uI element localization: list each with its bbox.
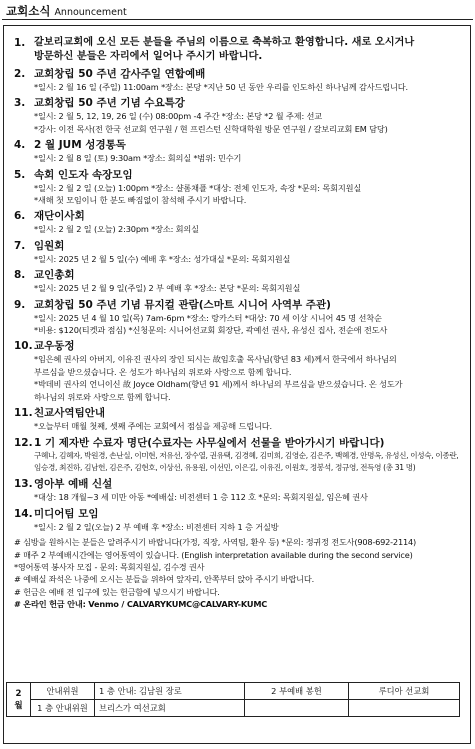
item-title: 교인총회 (34, 269, 75, 282)
announcement-item (14, 239, 460, 253)
table-cell: 루디아 선교회 (349, 683, 460, 700)
item-title: 교회창립 50 주년 감사주일 연합예배 (34, 68, 206, 80)
item-number: 4. (14, 139, 26, 152)
item-title: 영아부 예배 신설 (34, 478, 113, 491)
announcement-item (14, 138, 460, 152)
item-number: 10. (14, 340, 33, 353)
item-detail: *일시: 2 월 16 일 (주일) 11:00am *장소: 본당 *지난 50 년 동안 우리를 인도하신 하나님께 감사드립니다. (34, 82, 408, 92)
item-number: 9. (14, 298, 26, 311)
item-detail: *일시: 2025 년 4 월 10 일(목) 7am-6pm *장소: 랑카스터 *대상: 70 세 이상 시니어 45 명 선착순 (34, 312, 382, 323)
item-number: 1. (14, 37, 26, 49)
item-detail: *일시: 2025 년 2 월 9 일(주일) 2 부 예배 후 *장소: 본당 *문의: 목회지원실 (34, 283, 301, 294)
table-cell: 안내위원 (31, 683, 95, 700)
item-detail: *일시: 2 월 2 일 (오늘) 2:30pm *장소: 회의실 (34, 224, 199, 235)
announcement-item (14, 268, 460, 282)
table-cell: 2 부예배 봉헌 (245, 683, 349, 700)
item-title: 재단이사회 (34, 210, 85, 223)
item-number: 2. (14, 68, 26, 80)
online-offering-note: # 온라인 헌금 안내: Venmo / CALVARYKUMC@CALVARY-KUMC (14, 599, 268, 610)
item-detail: *일시: 2 월 2 일 (오늘) 1:00pm *장소: 샬롬채플 *대상: 전체 인도자, 속장 *문의: 목회지원실 (34, 182, 362, 193)
item-title: 교우동정 (34, 340, 75, 353)
announcements-list (14, 36, 460, 611)
note-line: # 심방을 원하시는 분들은 알려주시기 바랍니다(가정, 직장, 사역팀, 환우 등) *문의: 정귀정 전도사(908-692-2114) (14, 537, 416, 548)
table-cell: 1 층 안내: 김남원 장로 (95, 683, 245, 700)
item-number: 12. (14, 436, 33, 449)
item-detail: 하나님의 위로와 사랑으로 함께 합니다. (34, 391, 171, 402)
item-detail: 부르심을 받으셨습니다. 온 성도가 하나님의 위로와 사랑으로 함께 합니다. (34, 366, 292, 377)
item-title: 교회창립 50 주년 기념 뮤지컬 관람(스마트 시니어 사역부 주관) (34, 298, 331, 311)
announcement-item (14, 168, 460, 182)
item-detail: *일시: 2025 년 2 월 5 일(수) 예배 후 *장소: 성가대실 *문의: 목회지원실 (34, 253, 291, 264)
item-number: 3. (14, 97, 26, 110)
item-title: 1 기 제자반 수료자 명단(수료자는 사무실에서 선물을 받아가시기 바랍니다) (34, 436, 385, 449)
table-row (7, 683, 460, 700)
welcome-text-line: 갈보리교회에 오신 모든 분들을 주님의 이름으로 축복하고 환영합니다. 새로 오시거나 (34, 37, 415, 48)
note-line: # 매주 2 부예배시간에는 영어통역이 있습니다. (English interpretation available during the second service) (14, 549, 413, 560)
note-line: *영어통역 봉사자 모집 - 문의: 목회지원실, 김수경 권사 (14, 561, 205, 572)
announcement-item (14, 298, 460, 312)
item-detail: *일시: 2 월 2 일(오늘) 2 부 예배 후 *장소: 비전센터 지하 1 층 거실방 (34, 521, 279, 532)
duty-roster-table (6, 682, 460, 717)
announcement-item (14, 36, 460, 64)
item-title: 2 월 JUM 성경통독 (34, 139, 126, 152)
graduate-names-line: 구혜나, 김혜자, 박원경, 손난실, 이미현, 저유선, 장수열, 권유택, 김경혜, 김미희, 김영순, 김은주, 백혜경, 안명옥, 유성신, 이성숙, 이종란, (34, 450, 459, 460)
announcement-item (14, 339, 460, 353)
item-number: 14. (14, 507, 33, 520)
table-cell (349, 700, 460, 717)
header-divider (2, 19, 473, 20)
item-title: 교회창립 50 주년 기념 수요특강 (34, 97, 185, 110)
announcement-item (14, 436, 460, 450)
item-number: 5. (14, 168, 26, 181)
announcement-item (14, 209, 460, 223)
table-cell: 브리스가 여선교회 (95, 700, 245, 717)
item-number: 6. (14, 210, 26, 223)
announcements-box (3, 25, 471, 744)
header-title-korean: 교회소식 (6, 4, 51, 18)
roster-month: 2 월 (7, 683, 31, 717)
note-line: # 헌금은 예배 전 입구에 있는 헌금함에 넣으시기 바랍니다. (14, 586, 220, 597)
graduate-names-line: 임승경, 최진하, 김남헌, 김은주, 김현호, 이상선, 유용원, 이선민, 이은길, 이유진, 이원호, 정봉석, 정규영, 전득영 (총 31 명) (34, 462, 416, 472)
announcement-item (14, 96, 460, 110)
item-detail: *일시: 2 월 5, 12, 19, 26 일 (수) 08:00pm -4 주간 *장소: 본당 *2 월 주제: 선교 (34, 111, 323, 122)
item-number: 8. (14, 269, 26, 282)
notes-section (14, 536, 460, 610)
item-title: 미디어팀 모임 (34, 507, 99, 520)
table-cell: 1 층 안내위원 (31, 700, 95, 717)
item-detail: *오늘부터 매월 첫째, 셋째 주에는 교회에서 점심을 제공해 드립니다. (34, 421, 272, 432)
table-row (7, 700, 460, 717)
item-detail: *임은혜 권사의 아버지, 이유진 권사의 장인 되시는 故임호출 목사님(향년 83 세)께서 한국에서 하나님의 (34, 354, 397, 365)
item-number: 11. (14, 407, 33, 420)
announcement-item (14, 67, 460, 81)
announcement-item (14, 507, 460, 521)
item-detail: *박데비 권사의 언니이신 故 Joyce Oldham(향년 91 세)께서 하나님의 부르심을 받으셨습니다. 온 성도가 (34, 379, 403, 390)
note-line: # 예배실 좌석은 나중에 오시는 분들을 위하여 앞자리, 안쪽부터 앉아 주시기 바랍니다. (14, 574, 315, 585)
item-detail: *비용: $120(티켓과 점심) *신청문의: 시니어선교회 회장단, 곽예선 권사, 유성신 집사, 전순애 전도사 (34, 325, 388, 336)
item-title: 속회 인도자 속장모임 (34, 168, 133, 181)
table-cell (245, 700, 349, 717)
item-detail: *강사: 이전 목사(전 한국 선교회 연구원 / 현 프린스턴 신학대학원 방문 연구원 / 갈보리교회 EM 담당) (34, 123, 388, 134)
header-title-english: Announcement (54, 7, 127, 18)
announcement-item (14, 406, 460, 420)
item-number: 13. (14, 478, 33, 491)
item-detail: *일시: 2 월 8 일 (토) 9:30am *장소: 회의실 *범위: 민수기 (34, 153, 242, 164)
item-title: 친교사역팀안내 (34, 407, 106, 420)
item-title: 임원회 (34, 239, 65, 252)
item-detail: *대상: 18 개월~3 세 미만 아동 *예배실: 비전센터 1 층 112 호 *문의: 목회지원실, 임은혜 권사 (34, 492, 368, 503)
item-number: 7. (14, 239, 26, 252)
welcome-text-line: 방문하신 분들은 자리에서 일어나 주시기 바랍니다. (34, 51, 263, 62)
item-detail: *새해 첫 모임이니 한 분도 빠짐없이 참석해 주시기 바랍니다. (34, 195, 247, 206)
announcement-item (14, 477, 460, 491)
